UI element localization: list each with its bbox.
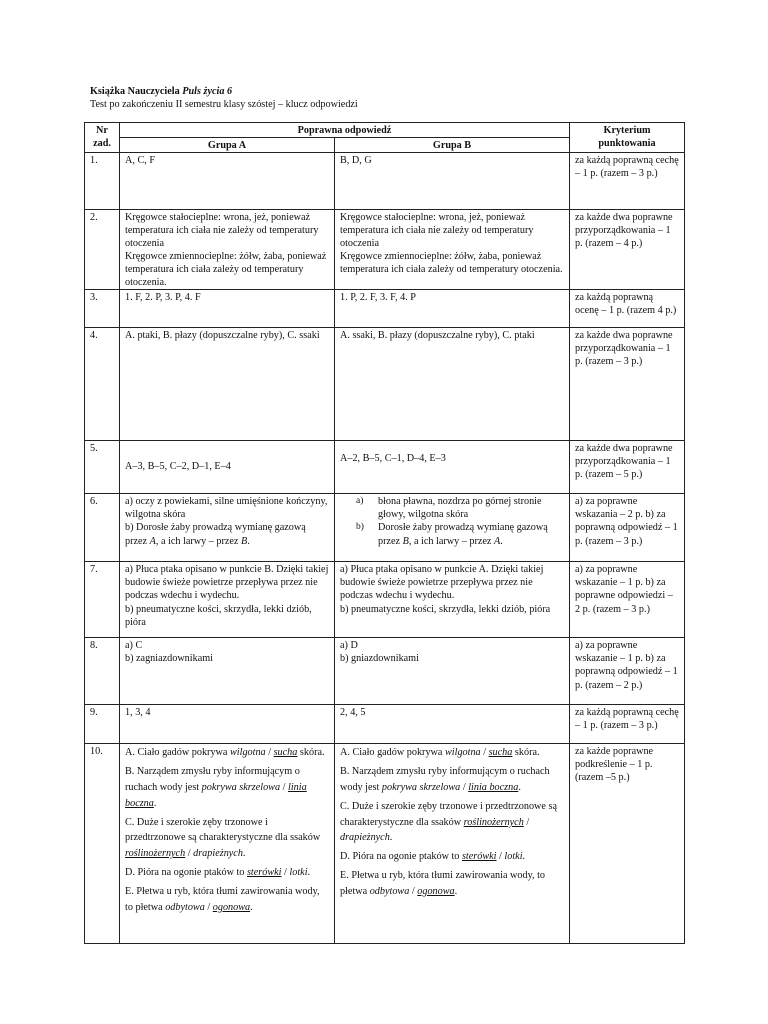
answer-line (125, 521, 329, 547)
text-part: / (265, 747, 274, 759)
group-a-answer (120, 744, 335, 944)
text-part: skóra. (512, 747, 540, 759)
criteria: a) za poprawne wskazania – 2 p. b) za poprawną odpowiedź – 1 p. (razem – 3 p.) (570, 494, 685, 562)
title-prefix: Książka Nauczyciela (90, 86, 183, 97)
group-b-answer: A. ssaki, B. płazy (dopuszczalne ryby), C. ptaki (335, 328, 570, 441)
document-title (90, 85, 690, 98)
table-row (85, 153, 685, 210)
table-row (85, 290, 685, 328)
answer-line: A–2, B–5, C–1, D–4, E–3 (340, 453, 446, 465)
text-part: wilgotna (444, 747, 481, 759)
answer-line: a) C (125, 640, 143, 652)
text-part: . (247, 535, 250, 547)
text-part: , a ich larwy – przez (155, 535, 241, 547)
criteria: a) za poprawne wskazanie – 1 p. b) za poprawne odpowiedzi – 2 p. (razem – 3 p.) (570, 562, 685, 638)
answer-list (340, 495, 564, 547)
answer-line (125, 745, 329, 761)
col-criteria-header: Kryterium punktowania (570, 123, 685, 153)
text-part: / (480, 747, 489, 759)
group-a-answer (120, 638, 335, 705)
text-part: / (409, 885, 418, 897)
answer-line (340, 868, 564, 900)
text-part: . (500, 535, 503, 547)
underlined-answer: ogonowa (212, 901, 251, 913)
text-part: C. Duże i szerokie zęby trzonowe i przedtrzonowe są charakterystyczne dla ssaków (340, 800, 557, 828)
text-part: pokrywa skrzelowa (201, 782, 281, 793)
row-nr: 6. (85, 494, 120, 562)
list-item (356, 521, 564, 547)
row-nr: 8. (85, 638, 120, 705)
text-part: pokrywa skrzelowa (381, 782, 461, 793)
group-b-answer: 2, 4, 5 (335, 705, 570, 744)
criteria: za każde poprawne podkreślenie – 1 p. (razem –5 p.) (570, 744, 685, 944)
list-label: a) (356, 496, 364, 507)
text-part: B. Narządem zmysłu ryby informującym o ruchach wody jest (125, 766, 300, 793)
text-part: . (454, 885, 458, 897)
document-header (90, 85, 690, 111)
col-answer-header: Poprawna odpowiedź (120, 123, 570, 138)
answer-line (340, 849, 564, 865)
text-part: . (389, 832, 393, 844)
text-part: . (153, 797, 157, 809)
answer-line: a) D (340, 640, 358, 652)
answer-line (125, 764, 329, 811)
text-part: A (493, 535, 501, 547)
text-part: Dorosłe żaby prowadzą wymianę gazową przez (378, 522, 548, 547)
row-nr: 4. (85, 328, 120, 441)
group-b-answer: B, D, G (335, 153, 570, 210)
table-row (85, 328, 685, 441)
criteria: za każde dwa poprawne przyporządkowania – 1 p. (razem – 4 p.) (570, 210, 685, 290)
answer-line (125, 815, 329, 862)
text-part: A (149, 535, 156, 547)
underlined-answer: linia boczna (125, 782, 307, 809)
table-row (85, 441, 685, 494)
text-part: A. Ciało gadów pokrywa (340, 747, 445, 759)
group-b-answer (335, 638, 570, 705)
row-nr: 2. (85, 210, 120, 290)
text-part: D. Pióra na ogonie ptaków to (125, 867, 247, 879)
underlined-answer: sucha (273, 747, 298, 759)
underlined-answer: linia boczna (468, 782, 519, 793)
table-row (85, 210, 685, 290)
text-part: B. Narządem zmysłu ryby informującym o ruchach wody jest (340, 766, 550, 793)
row-nr: 10. (85, 744, 120, 944)
answer-line: Kręgowce zmiennocieplne: żółw, żaba, ponieważ temperatura ich ciała zależy od temperatury otoczenia. (340, 251, 563, 276)
criteria: za każdą poprawną cechę – 1 p. (razem – 3 p.) (570, 153, 685, 210)
table-header-row (85, 123, 685, 138)
underlined-answer: roślinożernych (125, 848, 186, 860)
group-b-answer: 1. P, 2. F, 3. F, 4. P (335, 290, 570, 328)
answer-line: b) gniazdownikami (340, 653, 419, 665)
table-row (85, 494, 685, 562)
answer-key-table (84, 122, 685, 944)
row-nr: 3. (85, 290, 120, 328)
text-part: D. Pióra na ogonie ptaków to (340, 851, 462, 863)
answer-line: Kręgowce zmiennocieplne: żółw, żaba, ponieważ temperatura ich ciała zależy od temperatury otoczenia. (125, 251, 327, 289)
group-a-answer: 1. F, 2. P, 3. P, 4. F (120, 290, 335, 328)
col-group-b-header: Grupa B (335, 138, 570, 153)
text-part: b) Dorosłe żaby prowadzą wymianę gazową przez (125, 522, 306, 547)
underlined-answer: roślinożernych (463, 816, 524, 828)
text-part: . (307, 867, 311, 879)
group-b-answer (335, 494, 570, 562)
col-group-a-header: Grupa A (120, 138, 335, 153)
group-b-answer (335, 562, 570, 638)
table-row (85, 744, 685, 944)
answer-line: Kręgowce stałocieplne: wrona, jeż, ponieważ temperatura ich ciała nie zależy od temperatury otoczenia (125, 212, 319, 250)
answer-line (125, 884, 329, 916)
criteria: za każde dwa poprawne przyporządkowania – 1 p. (razem – 5 p.) (570, 441, 685, 494)
group-a-answer (120, 210, 335, 290)
text-part: . (518, 782, 521, 793)
answer-line: Kręgowce stałocieplne: wrona, jeż, ponieważ temperatura ich ciała nie zależy od temperatury otoczenia (340, 212, 534, 250)
text-part: odbytowa (165, 901, 205, 913)
group-a-answer (120, 441, 335, 494)
answer-line (340, 745, 564, 761)
answer-line: b) pneumatyczne kości, skrzydła, lekki dziób, pióra (125, 603, 312, 628)
answer-line: a) oczy z powiekami, silne umięśnione kończyny, wilgotna skóra (125, 496, 328, 521)
text-part: E. Płetwa u ryb, która tłumi zawirowania wody, to płetwa (125, 885, 320, 913)
group-a-answer (120, 562, 335, 638)
text-part: / (496, 851, 505, 863)
document-subtitle: Test po zakończeniu II semestru klasy szóstej – klucz odpowiedzi (90, 99, 358, 111)
text-part: drapieżnych (193, 848, 243, 860)
text-part: / (523, 816, 530, 828)
table-row (85, 638, 685, 705)
criteria: a) za poprawne wskazanie – 1 p. b) za poprawną odpowiedź – 1 p. (razem – 2 p.) (570, 638, 685, 705)
group-b-answer (335, 210, 570, 290)
text-part: lotki (289, 867, 308, 879)
group-a-answer: A. ptaki, B. płazy (dopuszczalne ryby), C. ssaki (120, 328, 335, 441)
group-a-answer (120, 494, 335, 562)
text-part: / (204, 901, 213, 913)
text-part: . (522, 851, 526, 863)
answer-line: a) Płuca ptaka opisano w punkcie B. Dzięki takiej budowie świeże powietrze przepływa przez nie podczas wdechu i wydechu. (125, 564, 329, 602)
underlined-answer: sucha (488, 747, 513, 759)
text-part: C. Duże i szerokie zęby trzonowe i przedtrzonowe są charakterystyczne dla ssaków (125, 816, 321, 844)
text-part: E. Płetwa u ryb, która tłumi zawirowania wody, to płetwa (340, 870, 546, 897)
text-part: . (242, 848, 246, 860)
text-part: / (185, 848, 194, 860)
criteria: za każdą poprawną cechę – 1 p. (razem – 3 p.) (570, 705, 685, 744)
list-item (356, 495, 564, 521)
row-nr: 1. (85, 153, 120, 210)
table-row (85, 562, 685, 638)
text-part: A. Ciało gadów pokrywa (125, 747, 230, 759)
answer-line: b) zagniazdownikami (125, 653, 213, 665)
text-part: / (460, 782, 469, 793)
answer-line (125, 865, 329, 881)
underlined-answer: sterówki (461, 851, 497, 863)
group-b-answer (335, 441, 570, 494)
list-label: b) (356, 522, 364, 533)
underlined-answer: ogonowa (417, 885, 455, 897)
group-b-answer (335, 744, 570, 944)
table-row (85, 705, 685, 744)
text-part: błona pławna, nozdrza po górnej stronie głowy, wilgotna skóra (378, 496, 542, 521)
criteria: za każde dwa poprawne przyporządkowania – 1 p. (razem – 3 p.) (570, 328, 685, 441)
text-part: odbytowa (369, 885, 410, 897)
row-nr: 7. (85, 562, 120, 638)
text-part: / (280, 782, 288, 793)
text-part: drapieżnych (340, 832, 390, 844)
col-nr-header: Nr zad. (85, 123, 120, 153)
group-a-answer: A, C, F (120, 153, 335, 210)
criteria: za każdą poprawną ocenę – 1 p. (razem 4 p.) (570, 290, 685, 328)
answer-line: a) Płuca ptaka opisano w punkcie A. Dzięki takiej budowie świeże powietrze przepływa przez nie podczas wdechu i wydechu. (340, 564, 544, 602)
text-part: wilgotna (229, 747, 266, 759)
text-part: skóra. (297, 747, 325, 759)
answer-line: b) pneumatyczne kości, skrzydła, lekki dziób, pióra (340, 603, 551, 615)
answer-line (340, 764, 564, 796)
text-part: B (402, 535, 409, 547)
text-part: , a ich larwy – przez (408, 535, 494, 547)
group-a-answer: 1, 3, 4 (120, 705, 335, 744)
row-nr: 9. (85, 705, 120, 744)
text-part: / (281, 867, 290, 879)
underlined-answer: sterówki (246, 867, 282, 879)
answer-line: A–3, B–5, C–2, D–1, E–4 (125, 461, 231, 473)
text-part: lotki (504, 851, 523, 863)
text-part: . (250, 901, 253, 913)
row-nr: 5. (85, 441, 120, 494)
answer-line (340, 799, 564, 846)
text-part: B (240, 535, 248, 547)
title-italic: Puls życia 6 (182, 86, 233, 97)
